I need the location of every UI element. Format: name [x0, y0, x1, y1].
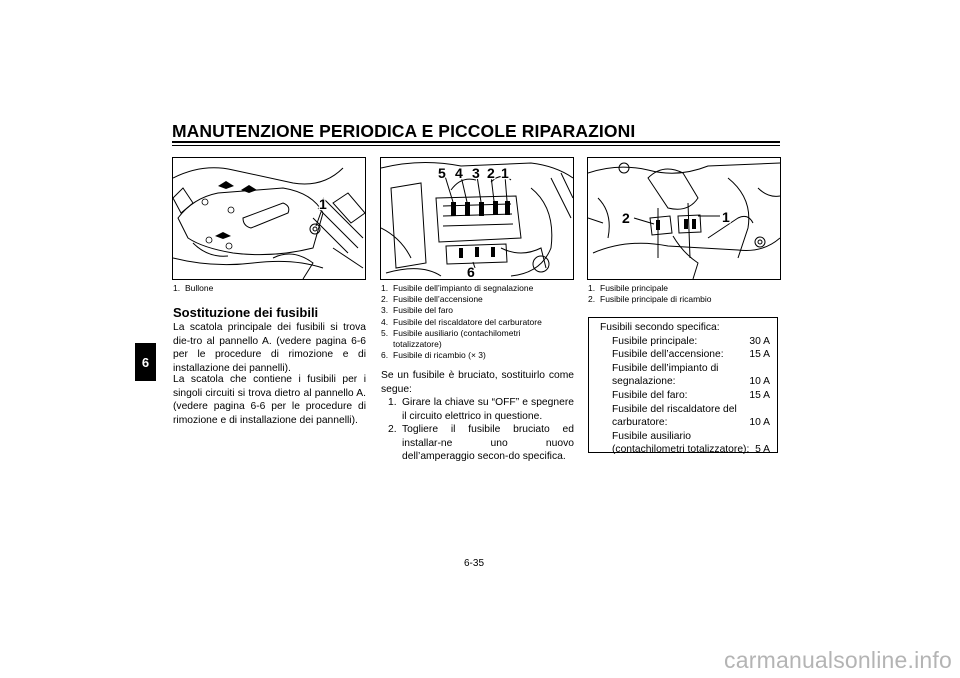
callout-2: 2: [622, 210, 630, 226]
caption-item: 1. Bullone: [173, 283, 214, 293]
caption-item: 5. Fusibile ausiliario (contachilometri totalizzatore): [381, 327, 521, 350]
procedure-intro: Se un fusibile è bruciato, sostituirlo come segue:: [381, 370, 574, 395]
section-heading: Sostituzione dei fusibili: [173, 305, 319, 320]
callout-1: 1: [501, 165, 509, 181]
main-fuse-illustration: [588, 158, 780, 279]
motorcycle-panel-illustration: [173, 158, 365, 279]
figure-fuse-box-photo: [380, 157, 574, 280]
callout-1: 1: [722, 209, 730, 225]
figure2-caption: [381, 283, 573, 361]
procedure-step: 1. Girare la chiave su “OFF” e spegnere il circuito elettrico in questione.: [388, 397, 574, 422]
watermark: carmanualsonline.info: [724, 647, 952, 673]
callout-6: 6: [467, 264, 475, 279]
fuse-spec-box: [588, 317, 778, 456]
spec-row: carburatore: 10 A: [612, 417, 770, 429]
spec-title: Fusibili secondo specifica:: [600, 322, 720, 333]
spec-row-label: Fusibile dell’impianto di: [612, 362, 719, 374]
caption-item: 2. Fusibile dell’accensione: [381, 294, 483, 305]
caption-item: 2. Fusibile principale di ricambio: [588, 294, 712, 305]
section-paragraph-1: La scatola principale dei fusibili si trova die-tro al pannello A. (vedere pagina 6-6 per le procedure di rimozione e di installazione dei pannelli).: [173, 322, 366, 374]
spec-row: Fusibile del faro: 15 A: [612, 389, 770, 401]
spec-row-label: Fusibile ausiliario: [612, 430, 691, 442]
figure3-caption: [588, 283, 780, 305]
callout-2: 2: [487, 165, 495, 181]
chapter-tab: 6: [135, 343, 156, 381]
callout-5: 5: [438, 165, 446, 181]
figure-bolt-photo: [172, 157, 366, 280]
callout-4: 4: [455, 165, 463, 181]
procedure-step: 2. Togliere il fusibile bruciato ed installar-ne uno nuovo dell’amperaggio secon-do specifica.: [388, 424, 574, 463]
spec-row: Fusibile principale: 30 A: [612, 335, 770, 347]
spec-row-label: Fusibile del riscaldatore del: [612, 403, 737, 415]
caption-item: 3. Fusibile del faro: [381, 305, 454, 316]
spec-row: Fusibile dell’accensione: 15 A: [612, 349, 770, 361]
callout-1: 1: [319, 196, 327, 212]
page-title: MANUTENZIONE PERIODICA E PICCOLE RIPARAZIONI: [172, 121, 636, 141]
spec-row: segnalazione: 10 A: [612, 376, 770, 388]
section-paragraph-2: La scatola che contiene i fusibili per i singoli circuiti si trova dietro al pannello A. (vedere pagina 6-6 per le procedure di rimozione e di installazione dei pannelli).: [173, 374, 366, 426]
callout-3: 3: [472, 165, 480, 181]
caption-item: 1. Fusibile dell’impianto di segnalazione: [381, 283, 534, 293]
caption-item: 4. Fusibile del riscaldatore del carburatore: [381, 316, 542, 327]
figure-main-fuse-photo: [587, 157, 781, 280]
procedure-steps: [381, 396, 574, 464]
page-number: 6-35: [464, 558, 485, 569]
header-rule: [172, 141, 780, 143]
caption-item: 1. Fusibile principale: [588, 283, 669, 293]
spec-row: (contachilometri totalizzatore): 5 A: [612, 444, 770, 456]
fuse-box-illustration: [381, 158, 573, 279]
figure1-caption: [173, 283, 363, 294]
header-rule-thin: [172, 145, 780, 146]
caption-item: 6. Fusibile di ricambio (× 3): [381, 350, 486, 361]
